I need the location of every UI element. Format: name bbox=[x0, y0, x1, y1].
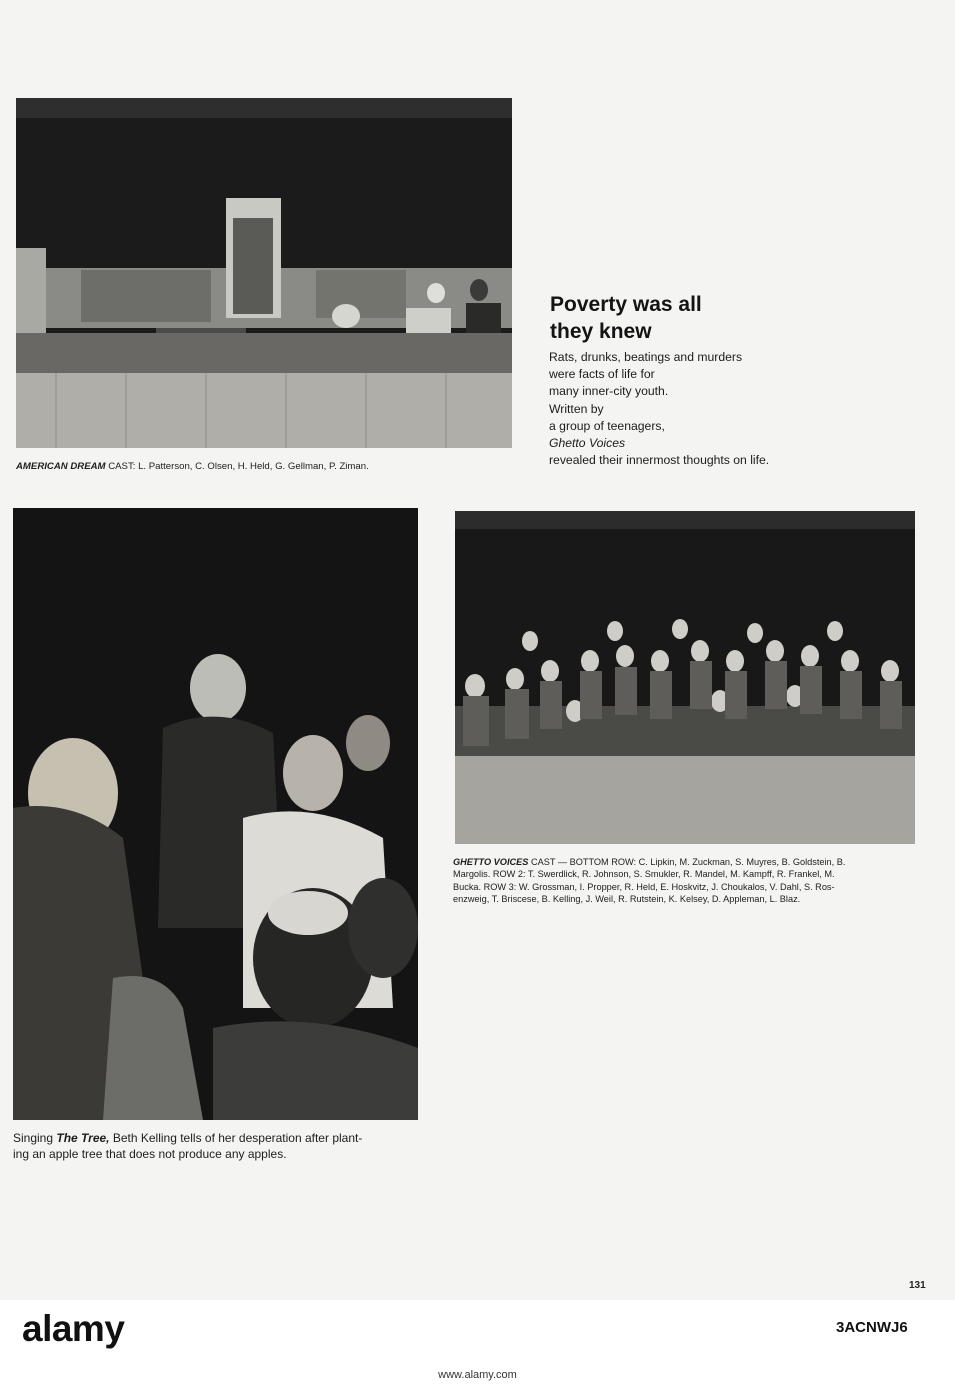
body-line-5: a group of teenagers, bbox=[549, 418, 665, 433]
ghetto-voices-caption bbox=[453, 856, 923, 906]
headline-line-2: they knew bbox=[550, 320, 652, 343]
tree-caption-pre: Singing bbox=[13, 1131, 57, 1145]
american-dream-stage-photo bbox=[16, 98, 512, 448]
tree-caption-line1: Beth Kelling tells of her desperation after plant- bbox=[109, 1131, 363, 1145]
headline-line-1: Poverty was all bbox=[550, 293, 702, 316]
page-number: 131 bbox=[909, 1280, 926, 1291]
body-line-4: Written by bbox=[549, 401, 604, 416]
body-line-1: Rats, drunks, beatings and murders bbox=[549, 350, 743, 364]
american-dream-caption-lead: AMERICAN DREAM bbox=[16, 461, 106, 472]
tree-caption-line2: ing an apple tree that does not produce any apples. bbox=[13, 1147, 287, 1161]
american-dream-caption bbox=[16, 461, 516, 473]
ghetto-voices-cast-photo bbox=[455, 511, 915, 844]
ghetto-voices-caption-lead: GHETTO VOICES bbox=[453, 857, 529, 867]
body-line-2: were facts of life for bbox=[549, 367, 655, 382]
ghetto-voices-caption-line2: Margolis. ROW 2: T. Swerdlick, R. Johnson, S. Smukler, R. Mandel, M. Kampff, R. Frankel, M. bbox=[453, 869, 835, 880]
body-line-3: many inner-city youth. bbox=[549, 384, 669, 399]
tree-caption-title: The Tree, bbox=[56, 1131, 110, 1145]
article-body bbox=[549, 349, 879, 469]
the-tree-caption bbox=[13, 1130, 433, 1162]
american-dream-caption-rest: CAST: L. Patterson, C. Olsen, H. Held, G. Gellman, P. Ziman. bbox=[105, 461, 369, 472]
alamy-logo: alamy bbox=[22, 1308, 125, 1349]
ghetto-voices-caption-line4: enzweig, T. Briscese, B. Kelling, J. Weil, R. Rutstein, K. Kelsey, D. Appleman, L. Blaz. bbox=[453, 894, 801, 905]
ghetto-voices-caption-line3: Bucka. ROW 3: W. Grossman, I. Propper, R. Held, E. Hoskvitz, J. Choukalos, V. Dahl, S. Ros- bbox=[453, 881, 835, 892]
body-line-7: revealed their innermost thoughts on life. bbox=[549, 453, 770, 468]
body-line-6: Ghetto Voices bbox=[549, 436, 626, 451]
article-headline bbox=[550, 291, 830, 345]
watermark-url: www.alamy.com bbox=[438, 1369, 517, 1381]
ghetto-voices-caption-line1: CAST — BOTTOM ROW: C. Lipkin, M. Zuckman, S. Muyres, B. Goldstein, B. bbox=[528, 857, 846, 867]
the-tree-singers-photo bbox=[13, 508, 418, 1120]
image-id: 3ACNWJ6 bbox=[836, 1319, 908, 1336]
